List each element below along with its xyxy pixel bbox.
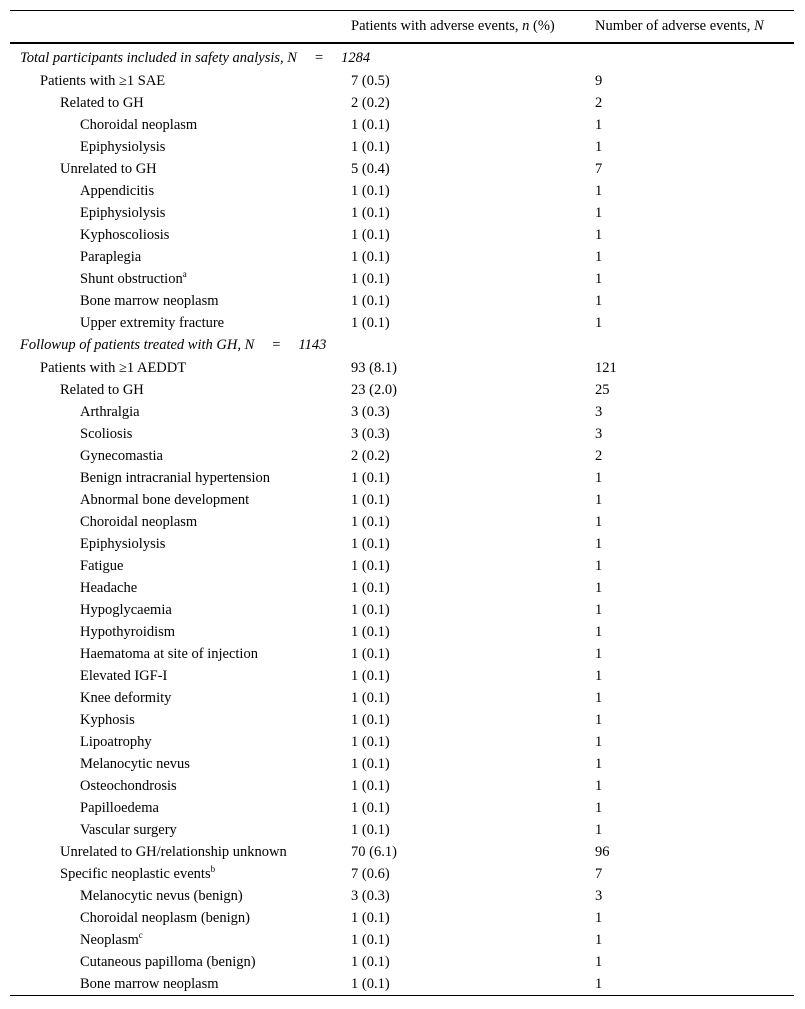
event-label: Neoplasm [80,931,139,948]
event-label-cell [10,668,351,685]
event-label: Headache [80,579,138,596]
event-label-cell [10,800,351,817]
event-label: Kyphosis [80,711,135,728]
table-row [10,114,794,136]
table-row [10,401,794,423]
patients-cell: 1 (0.1) [351,579,390,596]
event-label: Knee deformity [80,689,172,706]
table-row [10,841,794,863]
patients-cell: 1 (0.1) [351,601,390,618]
event-label-cell [10,73,351,90]
event-label-cell [10,139,351,156]
event-label: Specific neoplastic events [60,865,211,882]
events-cell: 1 [595,909,603,926]
header-events-n: N [754,18,764,34]
patients-cell: 1 (0.1) [351,777,390,794]
footnote-marker: a [182,268,187,279]
table-row [10,665,794,687]
table-row [10,621,794,643]
patients-cell: 1 (0.1) [351,292,390,309]
table-row [10,268,794,290]
events-cell: 1 [595,182,603,199]
table-row [10,863,794,885]
event-label: Lipoatrophy [80,733,152,750]
section-equals: = [314,50,324,66]
patients-cell: 70 (6.1) [351,843,397,860]
patients-cell: 1 (0.1) [351,953,390,970]
event-label: Benign intracranial hypertension [80,469,271,486]
table-row [10,687,794,709]
table-bottom-rule [10,995,794,996]
event-label-cell [10,161,351,178]
event-label: Scoliosis [80,425,133,442]
events-cell: 7 [595,865,603,882]
event-label-cell [10,249,351,266]
table-row [10,312,794,334]
events-cell: 1 [595,204,603,221]
event-label: Choroidal neoplasm (benign) [80,909,250,926]
events-cell: 1 [595,557,603,574]
event-label-cell [10,205,351,222]
event-label: Paraplegia [80,248,142,265]
event-label-cell [10,734,351,751]
section-title-cell [10,50,370,67]
event-label: Upper extremity fracture [80,314,225,331]
header-events-label: Number of adverse events, [595,18,755,34]
patients-cell: 93 (8.1) [351,359,397,376]
event-label-cell [10,624,351,641]
event-label-cell [10,117,351,134]
patients-cell: 2 (0.2) [351,447,390,464]
patients-cell: 3 (0.3) [351,425,390,442]
event-label-cell [10,712,351,729]
events-cell: 1 [595,975,603,992]
event-label-cell [10,470,351,487]
section-header-row [10,47,794,70]
events-cell: 1 [595,138,603,155]
event-label: Fatigue [80,557,124,574]
event-label: Papilloedema [80,799,159,816]
header-patients-pct: (%) [529,18,555,34]
events-cell: 1 [595,491,603,508]
event-label: Melanocytic nevus (benign) [80,887,243,904]
events-cell: 25 [595,381,610,398]
table-row [10,136,794,158]
event-label: Unrelated to GH/relationship unknown [60,843,287,860]
events-cell: 1 [595,711,603,728]
patients-cell: 1 (0.1) [351,557,390,574]
patients-cell: 1 (0.1) [351,623,390,640]
patients-cell: 1 (0.1) [351,755,390,772]
table-row [10,511,794,533]
event-label-cell [10,360,351,377]
event-label: Related to GH [60,381,144,398]
table-row [10,379,794,401]
section-title-cell [10,337,326,354]
table-row [10,357,794,379]
table-row [10,158,794,180]
events-cell: 3 [595,403,603,420]
patients-cell: 3 (0.3) [351,403,390,420]
patients-cell: 1 (0.1) [351,733,390,750]
event-label-cell [10,910,351,927]
events-cell: 1 [595,226,603,243]
event-label: Elevated IGF-I [80,667,168,684]
events-cell: 1 [595,799,603,816]
event-label: Hypothyroidism [80,623,176,640]
footnote-marker: c [138,929,143,940]
events-cell: 1 [595,513,603,530]
event-label-cell [10,183,351,200]
table-row [10,467,794,489]
table-row [10,246,794,268]
table-row [10,951,794,973]
header-patients-cell [351,18,595,35]
event-label-cell [10,888,351,905]
event-label-cell [10,293,351,310]
events-cell: 121 [595,359,617,376]
table-row [10,709,794,731]
events-cell: 2 [595,447,603,464]
patients-cell: 1 (0.1) [351,116,390,133]
event-label: Epiphysiolysis [80,204,166,221]
events-cell: 1 [595,248,603,265]
table-row [10,973,794,995]
table-row [10,290,794,312]
event-label: Bone marrow neoplasm [80,292,219,309]
table-row [10,907,794,929]
patients-cell: 1 (0.1) [351,931,390,948]
table-row [10,775,794,797]
patients-cell: 1 (0.1) [351,975,390,992]
patients-cell: 1 (0.1) [351,204,390,221]
header-patients-label: Patients with adverse events, [351,18,523,34]
events-cell: 1 [595,953,603,970]
event-label: Haematoma at site of injection [80,645,258,662]
event-label: Related to GH [60,94,144,111]
events-cell: 1 [595,292,603,309]
event-label-cell [10,95,351,112]
patients-cell: 1 (0.1) [351,248,390,265]
patients-cell: 1 (0.1) [351,799,390,816]
events-cell: 1 [595,270,603,287]
table-row [10,423,794,445]
events-cell: 1 [595,667,603,684]
event-label: Unrelated to GH [60,160,157,177]
event-label: Patients with ≥1 AEDDT [40,359,187,376]
table-row [10,224,794,246]
patients-cell: 1 (0.1) [351,491,390,508]
events-cell: 1 [595,733,603,750]
event-label-cell [10,646,351,663]
events-cell: 1 [595,601,603,618]
event-label: Patients with ≥1 SAE [40,72,166,89]
patients-cell: 1 (0.1) [351,226,390,243]
table-row [10,533,794,555]
events-cell: 1 [595,689,603,706]
event-label-cell [10,976,351,993]
event-label-cell [10,690,351,707]
table-row [10,180,794,202]
table-header-row [10,11,794,42]
event-label-cell [10,448,351,465]
section-header-row [10,334,794,357]
patients-cell: 5 (0.4) [351,160,390,177]
patients-cell: 2 (0.2) [351,94,390,111]
events-cell: 1 [595,755,603,772]
event-label-cell [10,756,351,773]
patients-cell: 3 (0.3) [351,887,390,904]
event-label-cell [10,580,351,597]
patients-cell: 1 (0.1) [351,909,390,926]
patients-cell: 7 (0.5) [351,72,390,89]
event-label: Vascular surgery [80,821,177,838]
table-row [10,92,794,114]
patients-cell: 1 (0.1) [351,513,390,530]
event-label-cell [10,536,351,553]
table-row [10,599,794,621]
table-row [10,797,794,819]
event-label: Osteochondrosis [80,777,177,794]
section-count: 1143 [298,337,327,353]
section-title: Followup of patients treated with GH, N [20,337,255,353]
table-row [10,819,794,841]
event-label: Kyphoscoliosis [80,226,170,243]
event-label: Arthralgia [80,403,140,420]
header-events-cell [595,18,794,35]
table-row [10,731,794,753]
events-cell: 1 [595,777,603,794]
event-label-cell [10,268,351,288]
events-cell: 1 [595,931,603,948]
adverse-events-table [10,10,794,996]
events-cell: 7 [595,160,603,177]
event-label: Shunt obstruction [80,270,183,287]
table-row [10,643,794,665]
table-row [10,577,794,599]
event-label: Choroidal neoplasm [80,116,198,133]
event-label: Epiphysiolysis [80,535,166,552]
event-label-cell [10,778,351,795]
table-row [10,753,794,775]
event-label-cell [10,954,351,971]
section-title: Total participants included in safety analysis, N [20,50,297,66]
event-label: Cutaneous papilloma (benign) [80,953,256,970]
patients-cell: 1 (0.1) [351,711,390,728]
event-label-cell [10,602,351,619]
event-label-cell [10,492,351,509]
section-equals: = [272,337,281,353]
event-label-cell [10,844,351,861]
events-cell: 1 [595,579,603,596]
event-label-cell [10,315,351,332]
patients-cell: 1 (0.1) [351,667,390,684]
event-label: Choroidal neoplasm [80,513,198,530]
events-cell: 1 [595,469,603,486]
patients-cell: 1 (0.1) [351,314,390,331]
events-cell: 9 [595,72,603,89]
table-row [10,929,794,951]
events-cell: 1 [595,623,603,640]
events-cell: 1 [595,535,603,552]
table-row [10,445,794,467]
section-count: 1284 [341,50,371,66]
table-body [10,47,794,995]
footnote-marker: b [210,863,216,874]
event-label-cell [10,382,351,399]
patients-cell: 1 (0.1) [351,645,390,662]
event-label-cell [10,558,351,575]
events-cell: 1 [595,116,603,133]
header-patients-n: n [522,18,530,34]
event-label-cell [10,404,351,421]
event-label-cell [10,863,351,883]
patients-cell: 1 (0.1) [351,535,390,552]
event-label: Epiphysiolysis [80,138,166,155]
event-label-cell [10,426,351,443]
event-label-cell [10,929,351,949]
events-cell: 96 [595,843,610,860]
events-cell: 3 [595,887,603,904]
table-row [10,489,794,511]
event-label: Gynecomastia [80,447,163,464]
patients-cell: 1 (0.1) [351,270,390,287]
patients-cell: 1 (0.1) [351,138,390,155]
events-cell: 1 [595,314,603,331]
events-cell: 1 [595,821,603,838]
event-label-cell [10,822,351,839]
event-label: Hypoglycaemia [80,601,172,618]
event-label: Bone marrow neoplasm [80,975,219,992]
patients-cell: 1 (0.1) [351,182,390,199]
events-cell: 1 [595,645,603,662]
patients-cell: 1 (0.1) [351,821,390,838]
patients-cell: 1 (0.1) [351,689,390,706]
table-row [10,70,794,92]
event-label-cell [10,227,351,244]
event-label: Abnormal bone development [80,491,250,508]
event-label: Melanocytic nevus [80,755,190,772]
patients-cell: 23 (2.0) [351,381,397,398]
events-cell: 3 [595,425,603,442]
event-label-cell [10,514,351,531]
table-row [10,885,794,907]
events-cell: 2 [595,94,603,111]
table-row [10,555,794,577]
patients-cell: 1 (0.1) [351,469,390,486]
table-row [10,202,794,224]
patients-cell: 7 (0.6) [351,865,390,882]
event-label: Appendicitis [80,182,155,199]
